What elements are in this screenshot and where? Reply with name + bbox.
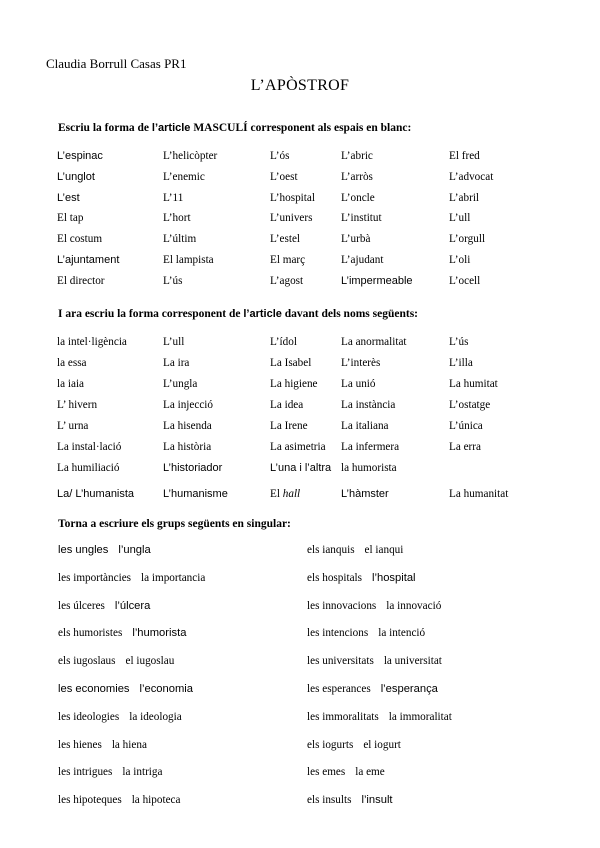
singular-form: la immoralitat <box>388 710 452 723</box>
plural-form: les intencions <box>307 627 369 640</box>
singular-pair <box>58 544 151 556</box>
section1-cell: L’institut <box>341 212 382 225</box>
section1-cell: L’univers <box>270 212 313 225</box>
section1-cell: L’arròs <box>341 170 373 183</box>
section2-cell: La història <box>163 441 212 453</box>
section1-heading: Escriu la forma de l’article MASCULÍ corresponent als espais en blanc: <box>58 122 412 134</box>
section1-cell: L’helicòpter <box>163 150 218 162</box>
section1-cell: L’urbà <box>341 233 371 246</box>
section2-cell: La Irene <box>270 420 308 432</box>
section1-cell: El director <box>57 274 105 287</box>
singular-form: l’ungla <box>118 544 151 556</box>
plural-form: les úlceres <box>58 599 105 612</box>
section1-cell: L’ós <box>270 150 290 162</box>
section1-cell: El lampista <box>163 254 214 266</box>
section1-cell: L’ajuntament <box>57 254 120 266</box>
plural-form: els iugoslaus <box>58 655 116 668</box>
section2-cell: La ira <box>163 357 190 369</box>
section2-cell: L’una i l’altra <box>270 462 332 474</box>
section2-cell: La instal·lació <box>57 441 122 453</box>
section3-heading: Torna a escriure els grups següents en singular: <box>58 518 291 530</box>
section1-cell: L’ull <box>449 212 471 225</box>
section2-heading: I ara escriu la forma corresponent de l’article davant dels noms següents: <box>58 308 418 320</box>
section2-cell: L’ús <box>449 336 469 348</box>
singular-form: el ianqui <box>364 544 404 556</box>
section2-cell: La instància <box>341 399 396 411</box>
singular-form: la eme <box>355 766 385 779</box>
singular-pair <box>307 544 403 556</box>
section1-cell: L’oli <box>449 254 471 266</box>
plural-form: els insults <box>307 794 352 807</box>
singular-pair <box>58 600 150 612</box>
section1-cell: L’orgull <box>449 233 486 246</box>
section2-cell: La unió <box>341 378 376 390</box>
section2-cell: La erra <box>449 441 481 453</box>
singular-pair <box>58 572 205 584</box>
section2-cell: L’ hivern <box>57 399 98 411</box>
section1-cell: L’unglot <box>57 170 95 183</box>
plural-form: les economies <box>58 683 130 695</box>
section1-cell: L’ocell <box>449 274 481 287</box>
section2-cell: L’única <box>449 420 483 432</box>
section1-cell: L’espinac <box>57 150 103 162</box>
section1-cell: L’enemic <box>163 170 205 183</box>
singular-form: l’úlcera <box>114 599 151 612</box>
section2-cell: La asimetria <box>270 441 326 453</box>
plural-form: les importàncies <box>58 571 132 584</box>
page-title: L’APÒSTROF <box>250 77 350 94</box>
plural-form: els iogurts <box>307 738 354 751</box>
plural-form: les intrigues <box>58 766 113 779</box>
section1-cell: L’hospital <box>270 191 315 204</box>
singular-form: el iogurt <box>363 738 401 751</box>
section2-cell: la intel·ligència <box>57 336 127 348</box>
section2-cell: la essa <box>57 357 87 369</box>
plural-form: els ianquis <box>307 544 355 556</box>
plural-form: les emes <box>307 766 346 779</box>
plural-form: les innovacions <box>307 599 377 612</box>
singular-form: la importancia <box>141 571 206 584</box>
singular-form: la hipoteca <box>131 794 181 807</box>
section1-cell: L’abril <box>449 191 480 204</box>
author-name: Claudia Borrull Casas PR1 <box>46 56 187 71</box>
section2-cell: La higiene <box>270 378 318 390</box>
singular-form: la intenció <box>378 627 426 640</box>
plural-form: les immoralitats <box>307 710 379 723</box>
section2-cell: La idea <box>270 399 304 411</box>
section2-cell: La infermera <box>341 441 400 453</box>
section1-cell: L’est <box>57 191 80 204</box>
singular-form: la universitat <box>383 655 442 668</box>
singular-pair <box>58 655 174 667</box>
section2-cell: La Isabel <box>270 357 312 369</box>
section1-cell: L’advocat <box>449 170 494 183</box>
section2-cell: L’interès <box>341 357 381 369</box>
plural-form: les universitats <box>307 655 374 668</box>
singular-pair <box>307 739 401 751</box>
section2-cell: La hisenda <box>163 420 212 432</box>
plural-form: els humoristes <box>58 627 123 640</box>
singular-pair <box>58 739 147 751</box>
plural-form: els hospitals <box>307 571 363 584</box>
singular-pair <box>307 683 438 695</box>
singular-form: la innovació <box>386 599 442 612</box>
singular-form: la intriga <box>122 766 163 779</box>
section2-cell: L’ostatge <box>449 399 491 411</box>
section1-cell: L’11 <box>163 191 184 204</box>
section1-cell: L’oncle <box>341 191 375 204</box>
section1-cell: El costum <box>57 233 103 246</box>
section2-cell: La italiana <box>341 420 389 432</box>
singular-pair <box>58 766 162 778</box>
singular-form: la ideologia <box>129 710 182 723</box>
singular-form: l’hospital <box>372 571 416 584</box>
section1-cell: L’impermeable <box>341 274 413 287</box>
section2-cell: L’illa <box>449 357 473 369</box>
singular-pair <box>58 683 193 695</box>
section2-cell: La humanitat <box>449 488 509 500</box>
singular-form: la hiena <box>111 738 147 751</box>
singular-form: l’humorista <box>132 627 187 640</box>
singular-pair <box>307 600 441 612</box>
section1-cell: L’últim <box>163 233 197 246</box>
plural-form: les hipoteques <box>58 794 122 807</box>
singular-pair <box>58 794 180 806</box>
singular-pair <box>58 711 182 723</box>
section2-cell: la iaia <box>57 378 85 390</box>
section2-cell: La humiliació <box>57 462 120 474</box>
section1-cell: El març <box>270 254 306 266</box>
singular-form: el iugoslau <box>125 655 175 668</box>
section1-cell: L’oest <box>270 170 298 183</box>
section1-cell: L’ajudant <box>341 254 384 266</box>
section1-cell: El tap <box>57 212 84 225</box>
section2-cell: El hall <box>270 488 301 500</box>
section2-cell: la humorista <box>341 462 397 474</box>
singular-form: l’insult <box>361 794 393 807</box>
section1-cell: L’agost <box>270 274 304 287</box>
plural-form: les ideologies <box>58 710 120 723</box>
plural-form: les esperances <box>307 683 371 695</box>
singular-pair <box>307 655 442 667</box>
plural-form: les ungles <box>58 544 109 556</box>
singular-form: l’esperança <box>380 683 438 695</box>
section2-cell: La injecció <box>163 399 214 411</box>
singular-pair <box>307 794 393 806</box>
singular-pair <box>58 627 186 639</box>
section2-cell: L’ungla <box>163 378 198 390</box>
section1-cell: L’abric <box>341 150 373 162</box>
singular-form: l’economia <box>139 683 193 695</box>
section2-cell: L’historiador <box>163 462 223 474</box>
singular-pair <box>307 766 385 778</box>
section2-cell: La/ L’humanista <box>57 488 135 500</box>
singular-pair <box>307 711 452 723</box>
plural-form: les hienes <box>58 738 102 751</box>
section2-cell: L’ull <box>163 336 185 348</box>
section2-cell: L’ urna <box>57 420 89 432</box>
section2-cell: La humitat <box>449 378 498 390</box>
section2-cell: L’ídol <box>270 336 297 348</box>
section1-cell: L’hort <box>163 212 191 225</box>
section2-cell: L’hàmster <box>341 488 389 500</box>
singular-pair <box>307 627 425 639</box>
singular-pair <box>307 572 416 584</box>
section2-cell: L’humanisme <box>163 488 228 500</box>
section1-cell: L’ús <box>163 274 183 287</box>
section1-cell: L’estel <box>270 233 301 246</box>
section2-cell: La anormalitat <box>341 336 407 348</box>
section1-cell: El fred <box>449 150 480 162</box>
